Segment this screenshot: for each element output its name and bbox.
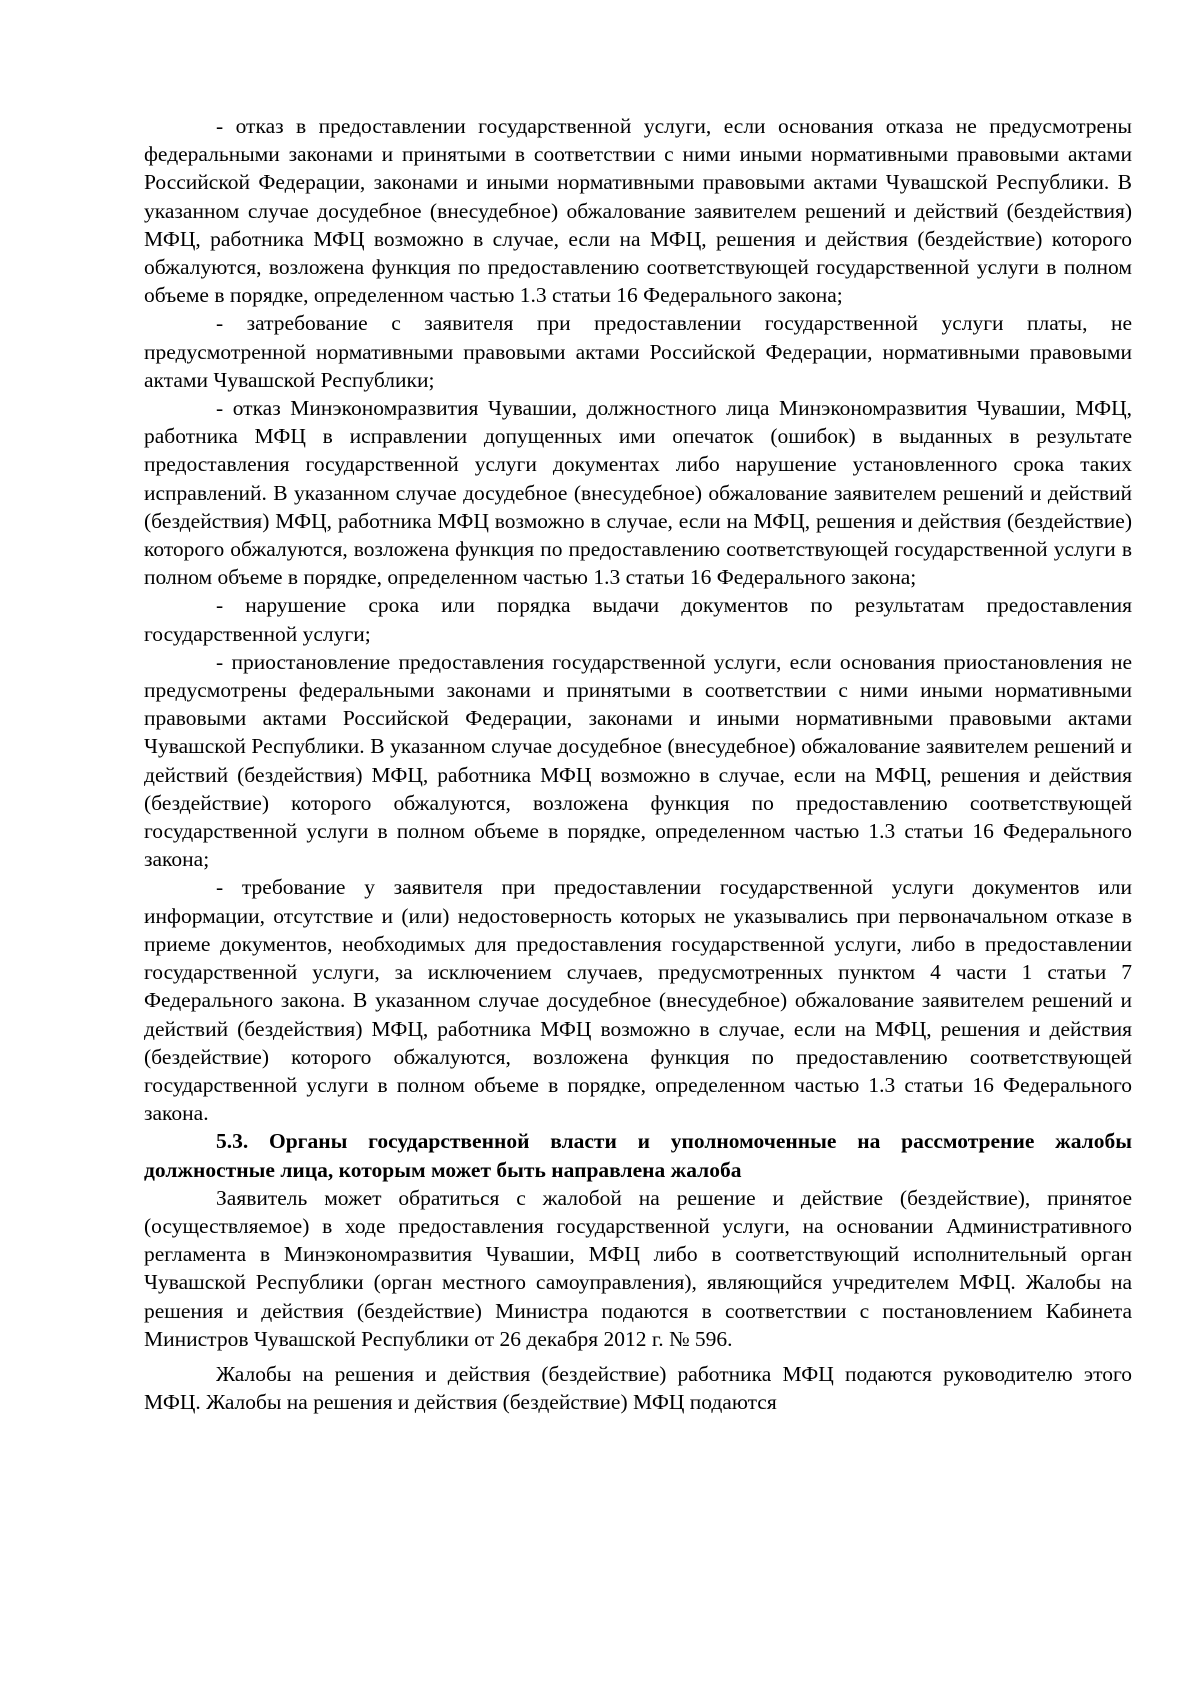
paragraph-where-to-complain: Заявитель может обратиться с жалобой на решение и действие (бездействие), принятое (осуществляемое) в ходе предоставления государственной услуги, на основании Административного регламента в Минэкономразвития Чувашии, МФЦ либо в соответствующий исполнительный орган Чувашской Республики (орган местного самоуправления), являющийся учредителем МФЦ. Жалобы на решения и действия (бездействие) Министра подаются в соответствии с постановлением Кабинета Министров Чувашской Республики от 26 декабря 2012 г. № 596. [144,1185,1132,1351]
paragraph-complaints-addressees: Жалобы на решения и действия (бездействие) работника МФЦ подаются руководителю этого МФЦ. Жалобы на решения и действия (бездействие) МФЦ подаются [144,1361,1132,1415]
paragraph-demand-of-documents: - требование у заявителя при предоставлении государственной услуги документов или информации, отсутствие и (или) недостоверность которых не указывались при первоначальном отказе в приеме документов, необходимых для предоставления государственной услуги, либо в предоставлении государственной услуги, за исключением случаев, предусмотренных пунктом 4 части 1 статьи 7 Федерального закона. В указанном случае досудебное (внесудебное) обжалование заявителем решений и действий (бездействия) МФЦ, работника МФЦ возможно в случае, если на МФЦ, решения и действия (бездействие) которого обжалуются, возложена функция по предоставлению соответствующей государственной услуги в полном объеме в порядке, определенном частью 1.3 статьи 16 Федерального закона. [144,875,1132,1126]
paragraph-refusal-of-service: - отказ в предоставлении государственной услуги, если основания отказа не предусмотрены федеральными законами и принятыми в соответствии с ними иными нормативными правовыми актами Российской Федерации, законами и иными нормативными правовыми актами Чувашской Республики. В указанном случае досудебное (внесудебное) обжалование заявителем решений и действий (бездействия) МФЦ, работника МФЦ возможно в случае, если на МФЦ, решения и действия (бездействие) которого обжалуются, возложена функция по предоставлению соответствующей государственной услуги в полном объеме в порядке, определенном частью 1.3 статьи 16 Федерального закона; [144,114,1132,308]
paragraph-demand-of-payment: - затребование с заявителя при предоставлении государственной услуги платы, не предусмотренной нормативными правовыми актами Российской Федерации, нормативными правовыми актами Чувашской Республики; [144,311,1132,392]
paragraph-refusal-to-correct-errors: - отказ Минэкономразвития Чувашии, должностного лица Минэкономразвития Чувашии, МФЦ, работника МФЦ в исправлении допущенных ими опечаток (ошибок) в выданных в результате предоставления государственной услуги документах либо нарушение установленного срока таких исправлений. В указанном случае досудебное (внесудебное) обжалование заявителем решений и действий (бездействия) МФЦ, работника МФЦ возможно в случае, если на МФЦ, решения и действия (бездействие) которого обжалуются, возложена функция по предоставлению соответствующей государственной услуги в полном объеме в порядке, определенном частью 1.3 статьи 16 Федерального закона; [144,396,1132,590]
paragraph-violation-of-deadline: - нарушение срока или порядка выдачи документов по результатам предоставления государственной услуги; [144,593,1132,646]
paragraph-suspension-of-service: - приостановление предоставления государственной услуги, если основания приостановления не предусмотрены федеральными законами и принятыми в соответствии с ними иными нормативными правовыми актами Российской Федерации, законами и иными нормативными правовыми актами Чувашской Республики. В указанном случае досудебное (внесудебное) обжалование заявителем решений и действий (бездействия) МФЦ, работника МФЦ возможно в случае, если на МФЦ, решения и действия (бездействие) которого обжалуются, возложена функция по предоставлению соответствующей государственной услуги в полном объеме в порядке, определенном частью 1.3 статьи 16 Федерального закона; [144,649,1132,872]
section-heading: 5.3. Органы государственной власти и уполномоченные на рассмотрение жалобы должностные лица, которым может быть направлена жалоба [144,1129,1132,1182]
